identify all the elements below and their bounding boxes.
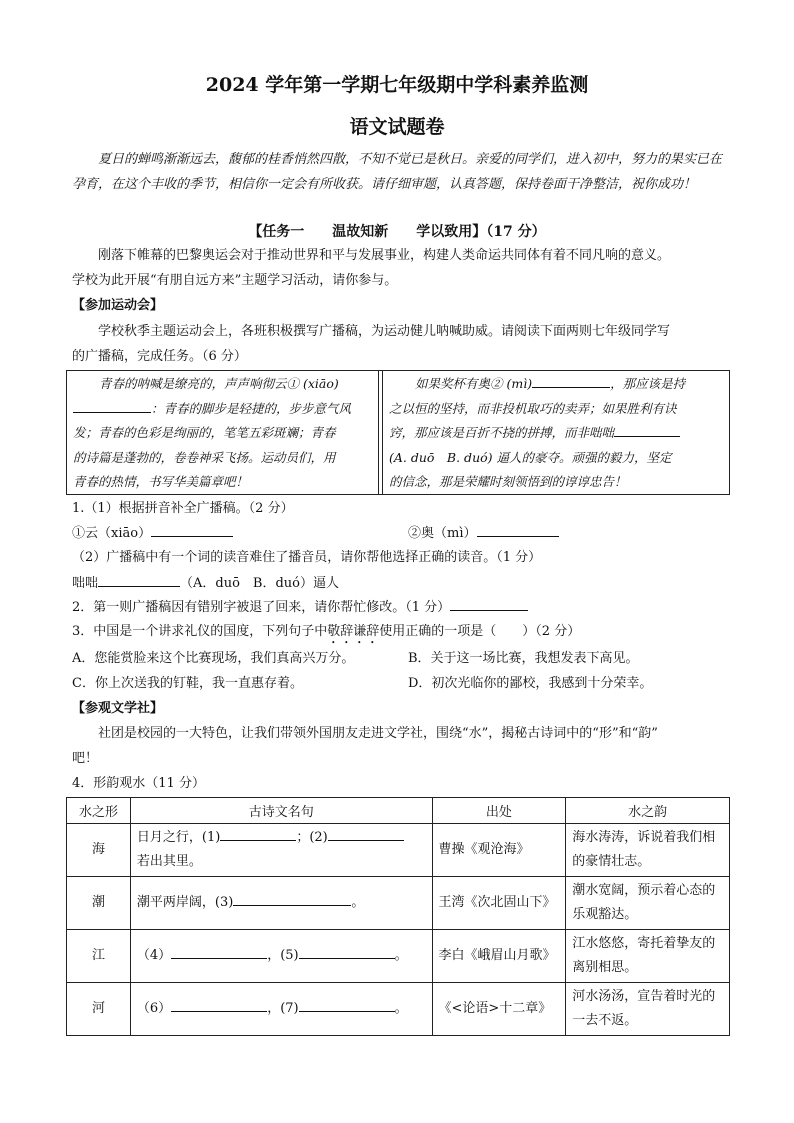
poem-text: （6） xyxy=(136,1001,172,1016)
broadcast-2-line-text: ，那应该是持 xyxy=(610,376,686,391)
table-header: 水之形 xyxy=(67,798,131,824)
broadcast-2 xyxy=(389,371,721,494)
task1-intro-line2: 学校为此开展“有朋自远方来”主题学习活动，请你参与。 xyxy=(72,273,398,288)
poem-lines xyxy=(130,877,432,930)
question-4: 4．形韵观水（11 分） xyxy=(72,776,205,791)
literature-desc-line1: 社团是校园的一大特色，让我们带领外国朋友走进文学社，围绕“水”，揭秘古诗词中的“形”和“韵” xyxy=(98,726,658,741)
answer-blank[interactable] xyxy=(477,523,559,537)
box-divider xyxy=(378,371,379,494)
broadcast-2-line-text: 窍，那应该是百折不挠的拼搏，而非咄咄 xyxy=(389,425,615,440)
answer-blank[interactable] xyxy=(233,892,351,906)
question-3-text: 使用正确的一项是（ ）（2 分） xyxy=(379,624,581,639)
answer-blank[interactable] xyxy=(450,597,528,611)
broadcast-1-line-text: ：青春的脚步是轻捷的，步步意气风 xyxy=(151,400,352,416)
option-c[interactable]: C．你上次送我的钉鞋，我一直惠存着。 xyxy=(72,676,303,691)
poem-lines xyxy=(130,824,432,877)
water-charm: 河水汤汤，宣告着时光的一去不返。 xyxy=(566,983,730,1036)
poem-text: 。 xyxy=(394,948,408,963)
table-header: 古诗文名句 xyxy=(130,798,432,824)
broadcast-1-line: 发；青春的色彩是绚丽的，笔笔五彩斑斓；青春 xyxy=(73,425,336,440)
intro-paragraph: 夏日的蝉鸣渐渐远去，馥郁的桂香悄然四散，不知不觉已是秋日。亲爱的同学们，进入初中，努力的果实已在孕育，在这个丰收的季节，相信你一定会有所收获。请仔细审题，认真答题，保持卷面干净整洁，祝你成功！ xyxy=(72,152,723,192)
poem-text: （4） xyxy=(136,948,172,963)
question-1-1: 1.（1）根据拼音补全广播稿。（2 分） xyxy=(72,501,294,516)
option-d[interactable]: D．初次光临你的鄙校，我感到十分荣幸。 xyxy=(408,676,653,691)
answer-blank[interactable] xyxy=(98,573,180,587)
broadcast-1-line xyxy=(73,397,373,422)
answer-blank[interactable] xyxy=(299,945,395,959)
broadcast-2-line: (A. duō B. duó) 逼人的豪夺。顽强的毅力，坚定 xyxy=(389,449,672,465)
source: 《<论语>十二章》 xyxy=(432,983,566,1036)
sports-desc-line1: 学校秋季主题运动会上，各班积极撰写广播稿，为运动健儿呐喊助威。请阅读下面两则七年级同学写 xyxy=(98,324,671,339)
question-1-2-options: （A．duō B．duó）逼人 xyxy=(180,576,339,591)
broadcast-2-line: 的信念，那是荣耀时刻领悟到的谆谆忠告！ xyxy=(389,474,627,489)
question-2-text: 2．第一则广播稿因有错别字被退了回来，请你帮忙修改。（1 分） xyxy=(72,600,451,615)
literature-desc-line2: 吧！ xyxy=(72,751,99,766)
water-charm: 潮水宽阔，预示着心态的乐观豁达。 xyxy=(566,877,730,930)
broadcast-1-line: 的诗篇是蓬勃的，卷卷神采飞扬。运动员们，用 xyxy=(73,449,336,465)
question-1-b xyxy=(408,523,559,544)
table-header: 水之韵 xyxy=(566,798,730,824)
broadcast-2-line xyxy=(389,372,721,397)
table-header-row xyxy=(67,798,730,824)
source: 王湾《次北固山下》 xyxy=(432,877,566,930)
question-1-a-label: ①云（xiāo） xyxy=(72,526,152,541)
poem-text: 。 xyxy=(351,895,365,910)
question-1-2-word: 咄咄 xyxy=(72,576,99,591)
water-charm: 海水涛涛，诉说着我们相的豪情壮志。 xyxy=(566,824,730,877)
question-3-emphasis: 敬辞谦辞 xyxy=(327,624,380,639)
poem-text: 日月之行，(1) xyxy=(136,830,221,845)
task1-title: 【任务一 温故知新 学以致用】（17 分） xyxy=(248,224,546,240)
table-row xyxy=(67,983,730,1036)
answer-blank[interactable] xyxy=(299,998,395,1012)
poem-text: ；(2) xyxy=(296,830,328,845)
question-1-a xyxy=(72,523,233,544)
question-3-text: 3．中国是一个讲求礼仪的国度，下列句子中 xyxy=(72,624,328,639)
broadcast-2-line: 之以恒的坚持，而非投机取巧的卖弄；如果胜利有诀 xyxy=(389,400,677,416)
question-1-b-label: ②奥（mì） xyxy=(408,526,477,541)
table-row xyxy=(67,877,730,930)
poem-text: 潮平两岸阔，(3) xyxy=(136,895,234,910)
broadcast-box xyxy=(66,370,730,495)
exam-title: 2024 学年第一学期七年级期中学科素养监测 xyxy=(205,74,589,96)
source: 曹操《观沧海》 xyxy=(432,824,566,877)
question-2 xyxy=(72,597,528,618)
poem-text: ，(5) xyxy=(267,948,299,963)
poem-lines xyxy=(130,930,432,983)
answer-blank[interactable] xyxy=(171,945,267,959)
broadcast-1-line: 青春的呐喊是缭亮的，声声响彻云① (xiāo) xyxy=(99,376,339,391)
answer-blank[interactable] xyxy=(73,399,151,413)
water-form: 海 xyxy=(67,824,131,877)
poem-text: 。 xyxy=(394,1001,408,1016)
answer-blank[interactable] xyxy=(614,423,680,437)
table-row xyxy=(67,930,730,983)
answer-blank[interactable] xyxy=(532,374,610,388)
poem-lines xyxy=(130,983,432,1036)
water-form: 河 xyxy=(67,983,131,1036)
broadcast-2-line-text: 如果奖杯有奥② (mì) xyxy=(415,376,533,391)
table-header: 出处 xyxy=(432,798,566,824)
literature-heading: 【参观文学社】 xyxy=(72,701,164,716)
source: 李白《峨眉山月歌》 xyxy=(432,930,566,983)
poem-text: ，(7) xyxy=(267,1001,299,1016)
box-divider xyxy=(382,371,383,494)
option-b[interactable]: B．关于这一场比赛，我想发表下高见。 xyxy=(408,651,639,666)
water-form: 潮 xyxy=(67,877,131,930)
answer-blank[interactable] xyxy=(171,998,267,1012)
broadcast-1-line: 青春的热情，书写华美篇章吧！ xyxy=(73,474,249,489)
broadcast-1 xyxy=(73,371,373,494)
option-a[interactable]: A．您能赏脸来这个比赛现场，我们真高兴万分。 xyxy=(72,651,355,666)
poem-text: 若出其里。 xyxy=(136,854,202,869)
table-row xyxy=(67,824,730,877)
question-1-2: （2）广播稿中有一个词的读音难住了播音员，请你帮他选择正确的读音。（1 分） xyxy=(72,550,542,565)
question-1-2-answer xyxy=(72,573,339,594)
water-form: 江 xyxy=(67,930,131,983)
answer-blank[interactable] xyxy=(151,523,233,537)
poem-table xyxy=(66,797,730,1036)
question-3 xyxy=(72,622,580,647)
water-charm: 江水悠悠，寄托着挚友的离别相思。 xyxy=(566,930,730,983)
task1-intro-line1: 刚落下帷幕的巴黎奥运会对于推动世界和平与发展事业，构建人类命运共同体有着不同凡响的意义。 xyxy=(98,248,671,263)
answer-blank[interactable] xyxy=(328,827,404,841)
exam-subtitle: 语文试题卷 xyxy=(349,116,445,138)
sports-heading: 【参加运动会】 xyxy=(72,298,164,313)
sports-desc-line2: 的广播稿，完成任务。（6 分） xyxy=(72,349,247,364)
answer-blank[interactable] xyxy=(220,827,296,841)
broadcast-2-line xyxy=(389,421,721,446)
